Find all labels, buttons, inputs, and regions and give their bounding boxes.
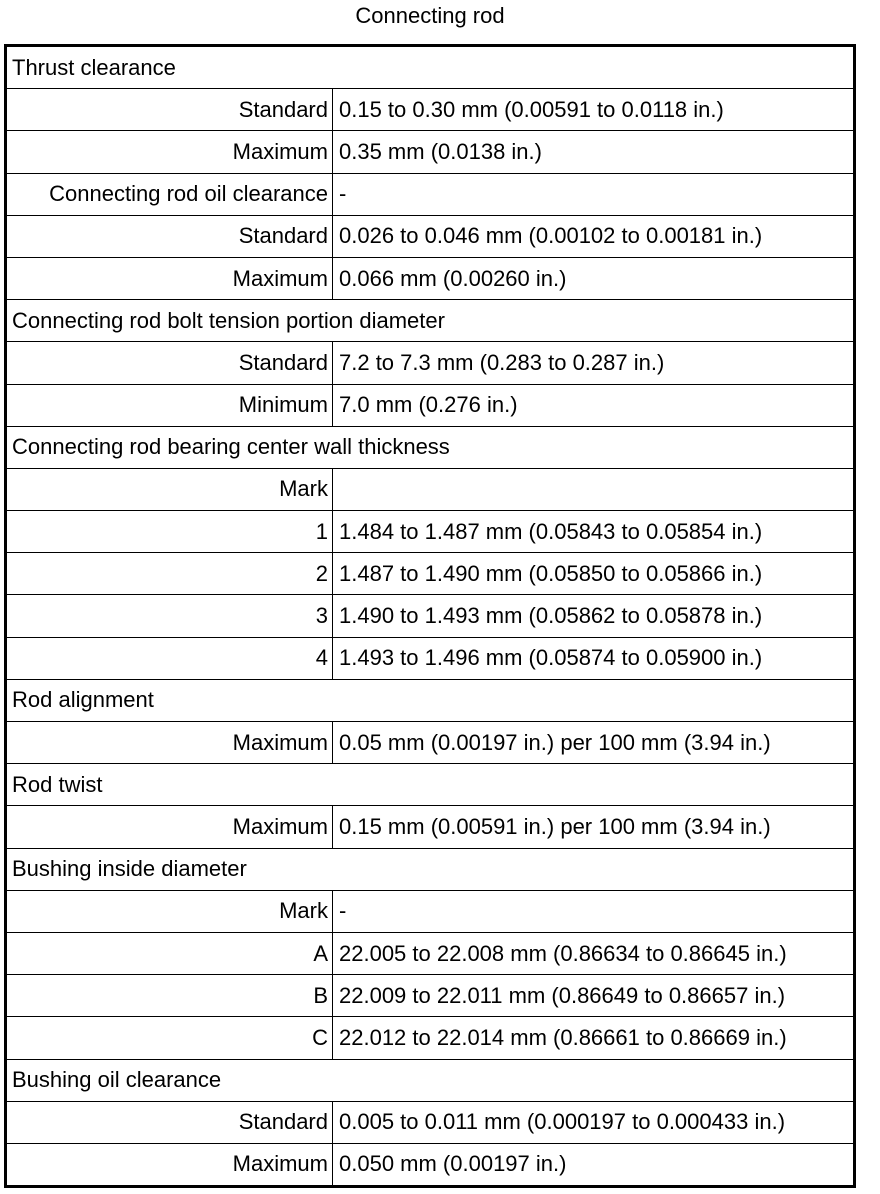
spec-row [6,1101,855,1143]
spec-row [6,1143,855,1186]
spec-value: 1.490 to 1.493 mm (0.05862 to 0.05878 in.) [333,595,855,637]
spec-label: Maximum [6,131,333,173]
spec-label: Minimum [6,384,333,426]
spec-label: Connecting rod oil clearance [6,173,333,215]
spec-row [6,890,855,932]
page-title: Connecting rod [355,3,505,28]
section-row [6,679,855,721]
spec-label: Standard [6,1101,333,1143]
spec-label: Mark [6,890,333,932]
spec-value: 7.0 mm (0.276 in.) [333,384,855,426]
section-row [6,1059,855,1101]
spec-label: 3 [6,595,333,637]
spec-label: 4 [6,637,333,679]
spec-label: Mark [6,468,333,510]
section-heading: Bushing inside diameter [6,848,855,890]
spec-label: Standard [6,215,333,257]
spec-row [6,975,855,1017]
spec-value: - [333,173,855,215]
spec-label: Standard [6,342,333,384]
spec-value: 1.484 to 1.487 mm (0.05843 to 0.05854 in.) [333,511,855,553]
section-heading: Connecting rod bearing center wall thickness [6,426,855,468]
spec-value: 0.15 to 0.30 mm (0.00591 to 0.0118 in.) [333,89,855,131]
spec-row [6,257,855,299]
spec-value: 1.487 to 1.490 mm (0.05850 to 0.05866 in.) [333,553,855,595]
spec-row [6,637,855,679]
spec-value: 0.35 mm (0.0138 in.) [333,131,855,173]
spec-row [6,89,855,131]
spec-value: 22.012 to 22.014 mm (0.86661 to 0.86669 in.) [333,1017,855,1059]
section-row [6,46,855,89]
section-row [6,764,855,806]
spec-value: 0.026 to 0.046 mm (0.00102 to 0.00181 in.) [333,215,855,257]
spec-value: 1.493 to 1.496 mm (0.05874 to 0.05900 in.) [333,637,855,679]
spec-value: 0.15 mm (0.00591 in.) per 100 mm (3.94 in.) [333,806,855,848]
spec-row [6,806,855,848]
spec-row [6,1017,855,1059]
spec-label: A [6,932,333,974]
spec-row [6,932,855,974]
spec-row [6,131,855,173]
spec-label: 2 [6,553,333,595]
spec-value [333,468,855,510]
section-heading: Rod twist [6,764,855,806]
section-heading: Bushing oil clearance [6,1059,855,1101]
section-row [6,426,855,468]
spec-label: Maximum [6,722,333,764]
spec-value: 0.005 to 0.011 mm (0.000197 to 0.000433 in.) [333,1101,855,1143]
spec-label: B [6,975,333,1017]
spec-label: 1 [6,511,333,553]
spec-row [6,215,855,257]
spec-value: 22.005 to 22.008 mm (0.86634 to 0.86645 in.) [333,932,855,974]
spec-table [4,44,856,1188]
spec-value: 0.050 mm (0.00197 in.) [333,1143,855,1186]
spec-value: 7.2 to 7.3 mm (0.283 to 0.287 in.) [333,342,855,384]
spec-label: Maximum [6,257,333,299]
spec-label: C [6,1017,333,1059]
spec-label: Maximum [6,1143,333,1186]
section-row [6,300,855,342]
spec-value: 22.009 to 22.011 mm (0.86649 to 0.86657 in.) [333,975,855,1017]
spec-row [6,468,855,510]
spec-row [6,384,855,426]
spec-row [6,553,855,595]
spec-table-body [6,46,855,1187]
spec-label: Maximum [6,806,333,848]
spec-label: Standard [6,89,333,131]
spec-value: - [333,890,855,932]
spec-row [6,722,855,764]
spec-row [6,342,855,384]
spec-row [6,595,855,637]
spec-row [6,511,855,553]
spec-value: 0.066 mm (0.00260 in.) [333,257,855,299]
spec-row [6,173,855,215]
section-heading: Connecting rod bolt tension portion diameter [6,300,855,342]
section-heading: Thrust clearance [6,46,855,89]
spec-value: 0.05 mm (0.00197 in.) per 100 mm (3.94 in.) [333,722,855,764]
section-row [6,848,855,890]
section-heading: Rod alignment [6,679,855,721]
